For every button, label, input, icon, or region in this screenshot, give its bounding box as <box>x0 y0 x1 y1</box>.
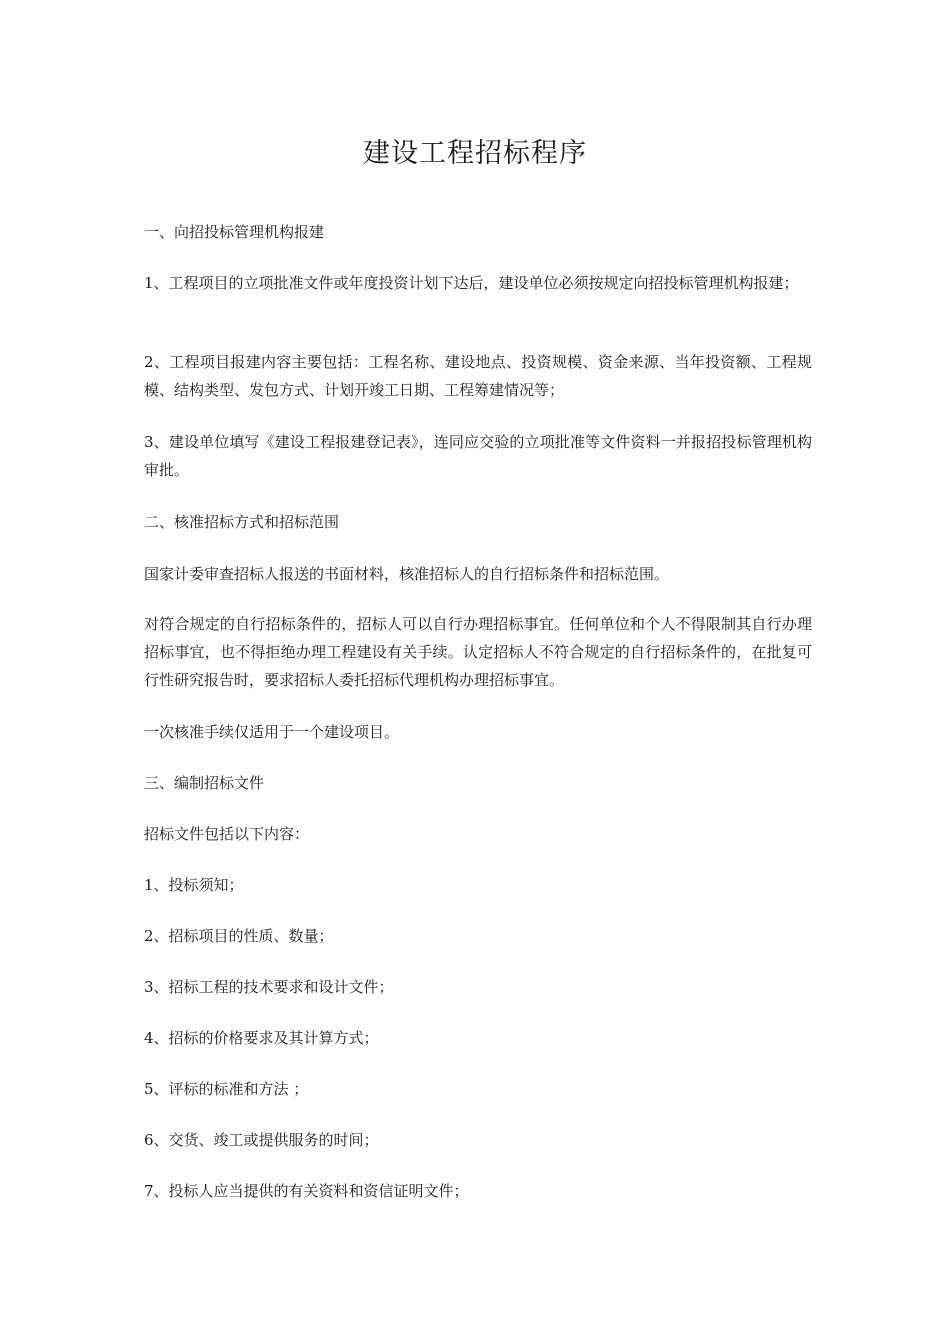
section-heading-1: 一、向招投标管理机构报建 <box>144 223 325 241</box>
paragraph: 招标文件包括以下内容： <box>144 825 310 843</box>
list-item: 7、投标人应当提供的有关资料和资信证明文件； <box>144 1182 469 1200</box>
document-title: 建设工程招标程序 <box>363 138 587 169</box>
paragraph: 国家计委审查招标人报送的书面材料，核准招标人的自行招标条件和招标范围。 <box>144 565 670 583</box>
list-item: 6、交货、竣工或提供服务的时间； <box>144 1131 379 1149</box>
paragraph: 对符合规定的自行招标条件的，招标人可以自行办理招标事宜。任何单位和个人不得限制其自行办理招标事宜，也不得拒绝办理工程建设有关手续。认定招标人不符合规定的自行招标条件的，在批复可行性研究报告时，要求招标人委托招标代理机构办理招标事宜。 <box>144 615 812 689</box>
list-item: 1、投标须知； <box>144 876 244 894</box>
paragraph: 1、工程项目的立项批准文件或年度投资计划下达后，建设单位必须按规定向招投标管理机构报建； <box>144 274 799 292</box>
list-item: 4、招标的价格要求及其计算方式； <box>144 1029 379 1047</box>
paragraph: 一次核准手续仅适用于一个建设项目。 <box>144 723 400 741</box>
paragraph: 2、工程项目报建内容主要包括：工程名称、建设地点、投资规模、资金来源、当年投资额、工程规模、结构类型、发包方式、计划开竣工日期、工程筹建情况等； <box>144 353 812 399</box>
section-heading-2: 二、核准招标方式和招标范围 <box>144 513 340 531</box>
list-item: 2、招标项目的性质、数量； <box>144 927 334 945</box>
list-item: 5、评标的标准和方法 ； <box>144 1080 309 1098</box>
section-heading-3: 三、编制招标文件 <box>144 774 265 792</box>
list-item: 3、招标工程的技术要求和设计文件； <box>144 978 394 996</box>
paragraph: 3、建设单位填写《建设工程报建登记表》，连同应交验的立项批准等文件资料一并报招投标管理机构审批。 <box>144 433 812 479</box>
